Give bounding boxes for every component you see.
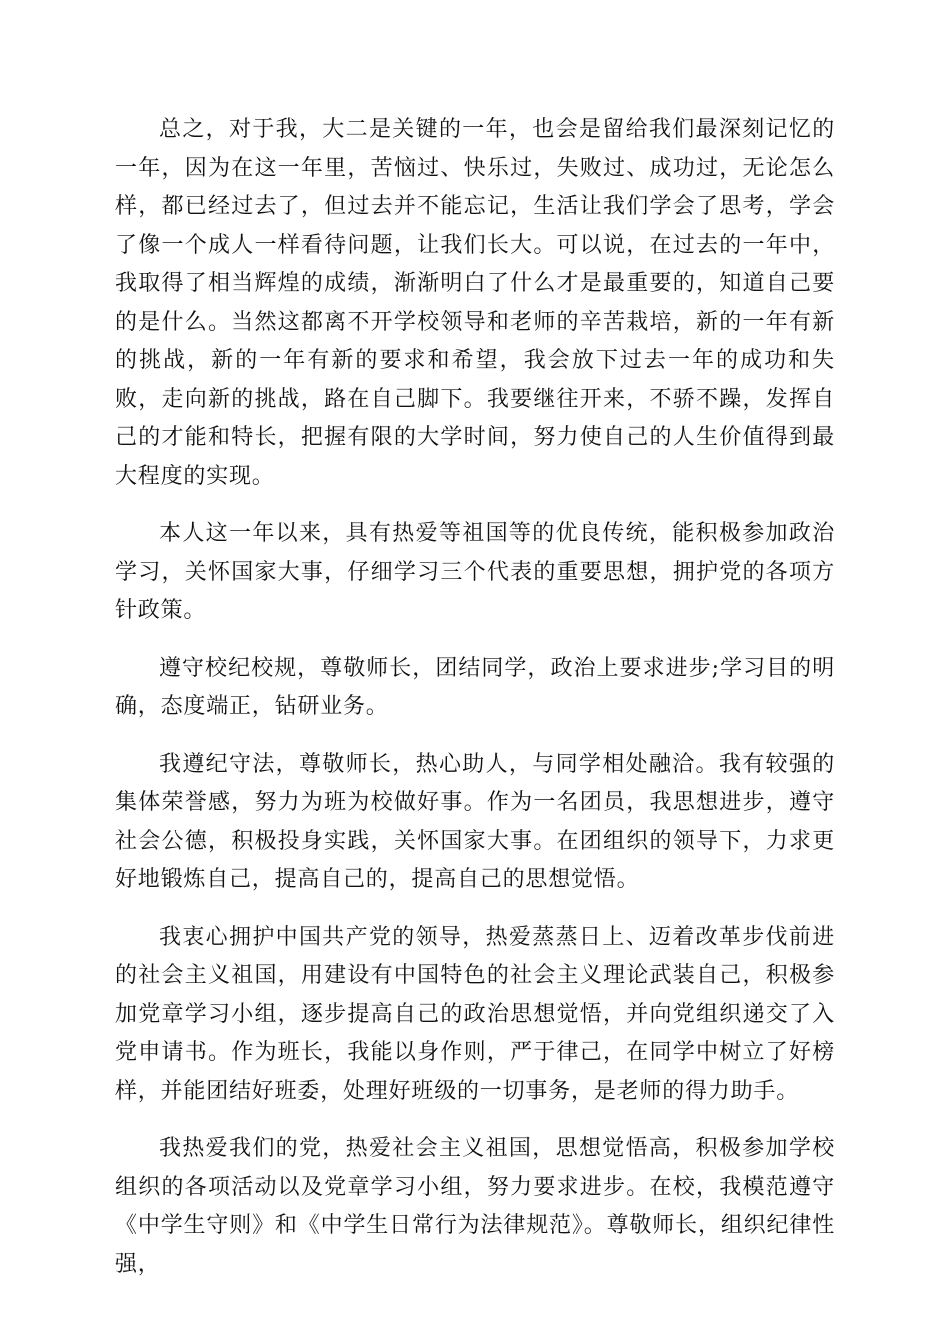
paragraph-6: 我热爱我们的党，热爱社会主义祖国，思想觉悟高，积极参加学校组织的各项活动以及党章学习小组，努力要求进步。在校，我模范遵守《中学生守则》和《中学生日常行为法律规范》。尊敬师长，组织纪律性强， <box>115 1136 835 1277</box>
paragraph-1: 总之，对于我，大二是关键的一年，也会是留给我们最深刻记忆的一年，因为在这一年里，苦恼过、快乐过，失败过、成功过，无论怎么样，都已经过去了，但过去并不能忘记，生活让我们学会了思考，学会了像一个成人一样看待问题，让我们长大。可以说，在过去的一年中，我取得了相当辉煌的成绩，渐渐明白了什么才是最重要的，知道自己要的是什么。当然这都离不开学校领导和老师的辛苦栽培，新的一年有新的挑战，新的一年有新的要求和希望，我会放下过去一年的成功和失败，走向新的挑战，路在自己脚下。我要继往开来，不骄不躁，发挥自己的才能和特长，把握有限的大学时间，努力使自己的人生价值得到最大程度的实现。 <box>115 117 835 489</box>
document-page <box>115 111 835 1303</box>
paragraph-4: 我遵纪守法，尊敬师长，热心助人，与同学相处融洽。我有较强的集体荣誉感，努力为班为校做好事。作为一名团员，我思想进步，遵守社会公德，积极投身实践，关怀国家大事。在团组织的领导下，力求更好地锻炼自己，提高自己的，提高自己的思想觉悟。 <box>115 751 835 892</box>
paragraph-2: 本人这一年以来，具有热爱等祖国等的优良传统，能积极参加政治学习，关怀国家大事，仔细学习三个代表的重要思想，拥护党的各项方针政策。 <box>115 521 835 623</box>
paragraph-3: 遵守校纪校规，尊敬师长，团结同学，政治上要求进步;学习目的明确，态度端正，钻研业务。 <box>115 655 835 719</box>
paragraph-5: 我衷心拥护中国共产党的领导，热爱蒸蒸日上、迈着改革步伐前进的社会主义祖国，用建设有中国特色的社会主义理论武装自己，积极参加党章学习小组，逐步提高自己的政治思想觉悟，并向党组织递交了入党申请书。作为班长，我能以身作则，严于律己，在同学中树立了好榜样，并能团结好班委，处理好班级的一切事务，是老师的得力助手。 <box>115 924 835 1104</box>
